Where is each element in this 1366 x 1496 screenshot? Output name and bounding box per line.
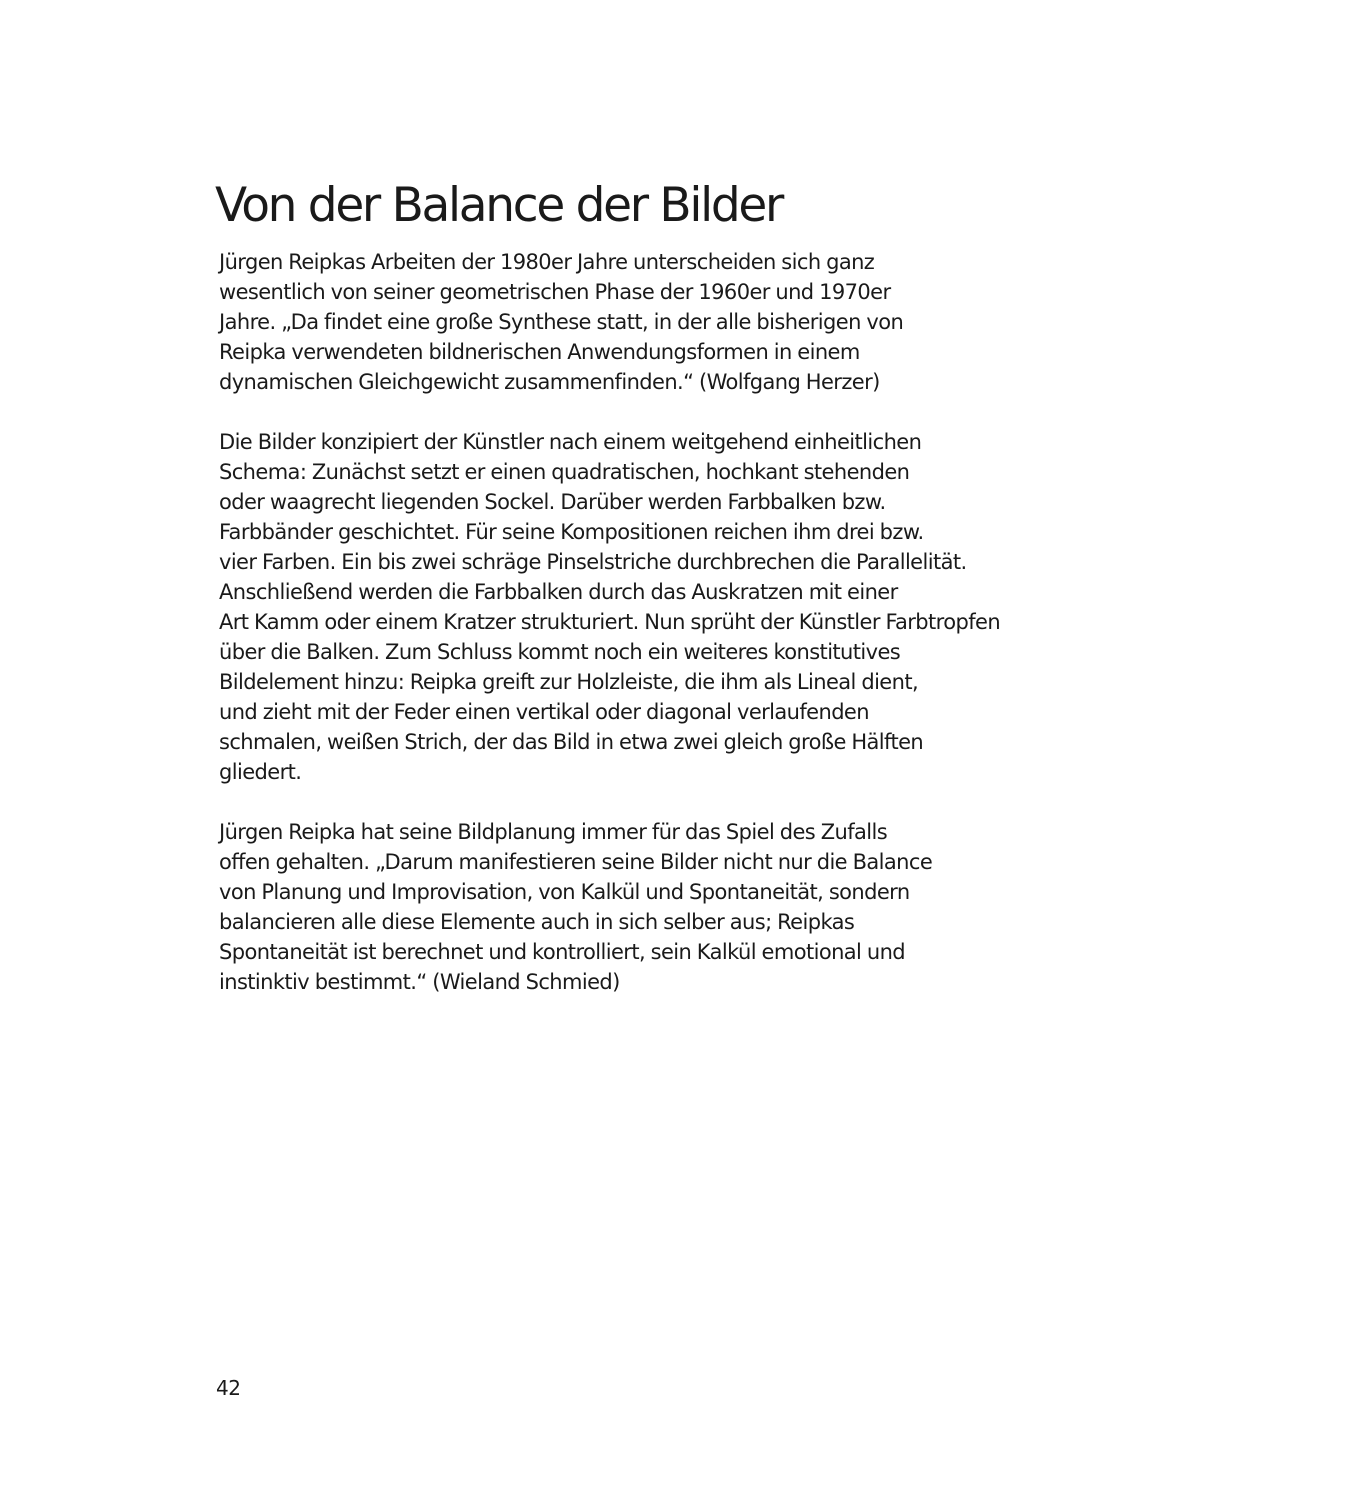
page-number: 42 (216, 1376, 241, 1400)
text-line: Jahre. „Da findet eine große Synthese statt, in der alle bisherigen von (219, 310, 904, 334)
text-line: gliedert. (219, 760, 302, 784)
text-line: balancieren alle diese Elemente auch in sich selber aus; Reipkas (219, 910, 855, 934)
text-line: Reipka verwendeten bildnerischen Anwendungsformen in einem (219, 340, 860, 364)
text-line: Art Kamm oder einem Kratzer strukturiert. Nun sprüht der Künstler Farbtropfen (219, 610, 1001, 634)
body-text (219, 247, 1079, 1027)
text-line: Anschließend werden die Farbbalken durch das Auskratzen mit einer (219, 580, 898, 604)
text-line: vier Farben. Ein bis zwei schräge Pinselstriche durchbrechen die Parallelität. (219, 550, 967, 574)
text-line: oder waagrecht liegenden Sockel. Darüber werden Farbbalken bzw. (219, 490, 886, 514)
text-line: Jürgen Reipka hat seine Bildplanung immer für das Spiel des Zufalls (219, 820, 888, 844)
paragraph-3 (219, 817, 1079, 997)
text-line: dynamischen Gleichgewicht zusammenfinden.“ (Wolfgang Herzer) (219, 370, 880, 394)
text-line: Schema: Zunächst setzt er einen quadratischen, hochkant stehenden (219, 460, 910, 484)
text-line: Die Bilder konzipiert der Künstler nach einem weitgehend einheitlichen (219, 430, 922, 454)
text-line: Jürgen Reipkas Arbeiten der 1980er Jahre unterscheiden sich ganz (219, 250, 875, 274)
text-line: Spontaneität ist berechnet und kontrolliert, sein Kalkül emotional und (219, 940, 906, 964)
text-line: schmalen, weißen Strich, der das Bild in etwa zwei gleich große Hälften (219, 730, 924, 754)
page-title: Von der Balance der Bilder (215, 178, 783, 233)
paragraph-1 (219, 247, 1079, 397)
text-line: Bildelement hinzu: Reipka greift zur Holzleiste, die ihm als Lineal dient, (219, 670, 919, 694)
text-line: über die Balken. Zum Schluss kommt noch ein weiteres konstitutives (219, 640, 901, 664)
paragraph-2 (219, 427, 1079, 787)
text-line: offen gehalten. „Darum manifestieren seine Bilder nicht nur die Balance (219, 850, 933, 874)
text-line: von Planung und Improvisation, von Kalkül und Spontaneität, sondern (219, 880, 910, 904)
text-line: wesentlich von seiner geometrischen Phase der 1960er und 1970er (219, 280, 891, 304)
text-line: und zieht mit der Feder einen vertikal oder diagonal verlaufenden (219, 700, 869, 724)
text-line: instinktiv bestimmt.“ (Wieland Schmied) (219, 970, 620, 994)
text-line: Farbbänder geschichtet. Für seine Kompositionen reichen ihm drei bzw. (219, 520, 924, 544)
